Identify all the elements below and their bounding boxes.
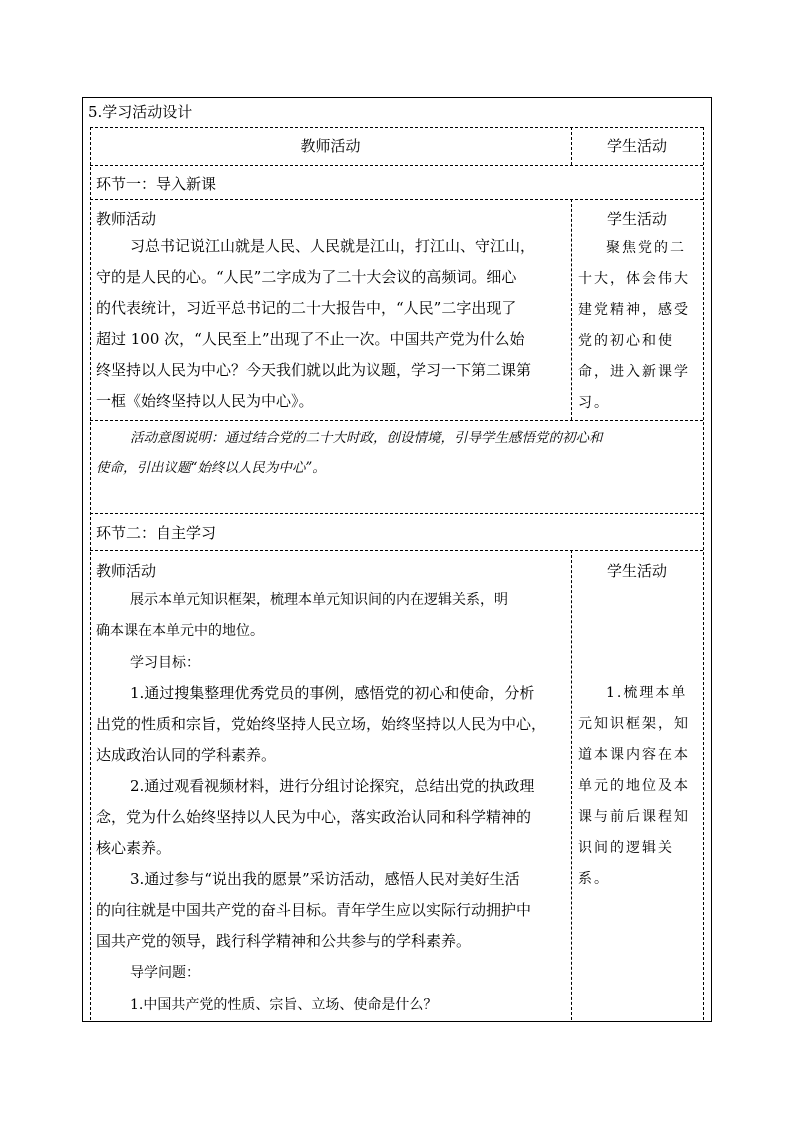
stage2-questions-label: 导学问题： xyxy=(130,965,200,981)
text-line: 一框《始终坚持以人民为中心》。 xyxy=(96,392,314,410)
text-line: 核心素养。 xyxy=(96,839,172,857)
row-divider xyxy=(90,550,703,551)
text-line: 的代表统计，习近平总书记的二十大报告中，“人民”二字出现了 xyxy=(96,299,517,317)
text-line: 终坚持以人民为中心？今天我们就以此为议题，学习一下第二课第 xyxy=(96,361,532,379)
text-line: 建党精神，感受 xyxy=(578,302,690,318)
header-teacher-activity: 教师活动 xyxy=(300,137,361,155)
text-line: 展示本单元知识框架，梳理本单元知识间的内在逻辑关系，明 xyxy=(130,592,508,608)
text-line: 聚焦党的二 xyxy=(606,240,686,256)
text-line: 2.通过观看视频材料，进行分组讨论探究，总结出党的执政理 xyxy=(130,777,535,795)
stage2-student-label: 学生活动 xyxy=(606,562,667,580)
row-divider xyxy=(90,127,703,128)
text-line: 达成政治认同的学科素养。 xyxy=(96,746,277,764)
stage2-intro-text xyxy=(96,585,508,647)
column-divider xyxy=(571,199,572,420)
text-line: 道本课内容在本 xyxy=(578,747,690,763)
text-line: 出党的性质和宗旨，党始终坚持人民立场，始终坚持以人民为中心， xyxy=(96,715,547,733)
row-divider xyxy=(90,165,703,166)
column-divider xyxy=(571,550,572,1020)
text-line: 念，党为什么始终坚持以人民为中心，落实政治认同和科学精神的 xyxy=(96,808,532,826)
text-line: 1.梳理本单 xyxy=(606,685,688,701)
stage1-title: 环节一：导入新课 xyxy=(96,175,217,193)
text-line: 活动意图说明：通过结合党的二十大时政，创设情境，引导学生感悟党的初心和 xyxy=(130,430,603,446)
text-line: 使命，引出议题“始终以人民为中心”。 xyxy=(96,460,326,476)
stage2-question-1: 1.中国共产党的性质、宗旨、立场、使命是什么？ xyxy=(130,997,438,1013)
row-divider xyxy=(90,199,703,200)
stage2-goals-label: 学习目标： xyxy=(130,655,200,671)
text-line: 识间的逻辑关 xyxy=(578,840,674,856)
stage2-teacher-label: 教师活动 xyxy=(96,562,157,580)
text-line: 守的是人民的心。“人民”二字成为了二十大会议的高频词。细心 xyxy=(96,268,517,286)
text-line: 的向往就是中国共产党的奋斗目标。青年学生应以实际行动拥护中 xyxy=(96,901,532,919)
text-line: 习总书记说江山就是人民、人民就是江山，打江山、守江山， xyxy=(130,237,536,255)
text-line: 系。 xyxy=(578,871,610,887)
stage1-student-label: 学生活动 xyxy=(606,210,667,228)
text-line: 习。 xyxy=(578,395,610,411)
row-divider xyxy=(90,420,703,421)
stage1-student-text xyxy=(578,233,690,419)
text-line: 命，进入新课学 xyxy=(578,364,690,380)
table-right-border xyxy=(703,127,704,1020)
text-line: 元知识框架，知 xyxy=(578,716,690,732)
stage1-teacher-text xyxy=(96,231,566,417)
stage2-student-text xyxy=(578,678,690,895)
stage1-intent-note xyxy=(96,423,603,483)
table-left-border xyxy=(90,127,91,1020)
section-title: 5.学习活动设计 xyxy=(88,103,193,121)
text-line: 1.通过搜集整理优秀党员的事例，感悟党的初心和使命，分析 xyxy=(130,684,535,702)
text-line: 党的初心和使 xyxy=(578,333,674,349)
text-line: 课与前后课程知 xyxy=(578,809,690,825)
text-line: 单元的地位及本 xyxy=(578,778,690,794)
header-student-activity: 学生活动 xyxy=(606,137,667,155)
text-line: 十大，体会伟大 xyxy=(578,271,690,287)
stage2-title: 环节二：自主学习 xyxy=(96,524,217,542)
stage2-goals-text xyxy=(96,678,546,957)
text-line: 确本课在本单元中的地位。 xyxy=(96,623,264,639)
row-divider xyxy=(90,513,703,514)
text-line: 超过 100 次，“人民至上”出现了不止一次。中国共产党为什么始 xyxy=(96,330,525,348)
stage1-teacher-label: 教师活动 xyxy=(96,210,157,228)
text-line: 3.通过参与“说出我的愿景”采访活动，感悟人民对美好生活 xyxy=(130,870,520,888)
text-line: 国共产党的领导，践行科学精神和公共参与的学科素养。 xyxy=(96,932,472,950)
